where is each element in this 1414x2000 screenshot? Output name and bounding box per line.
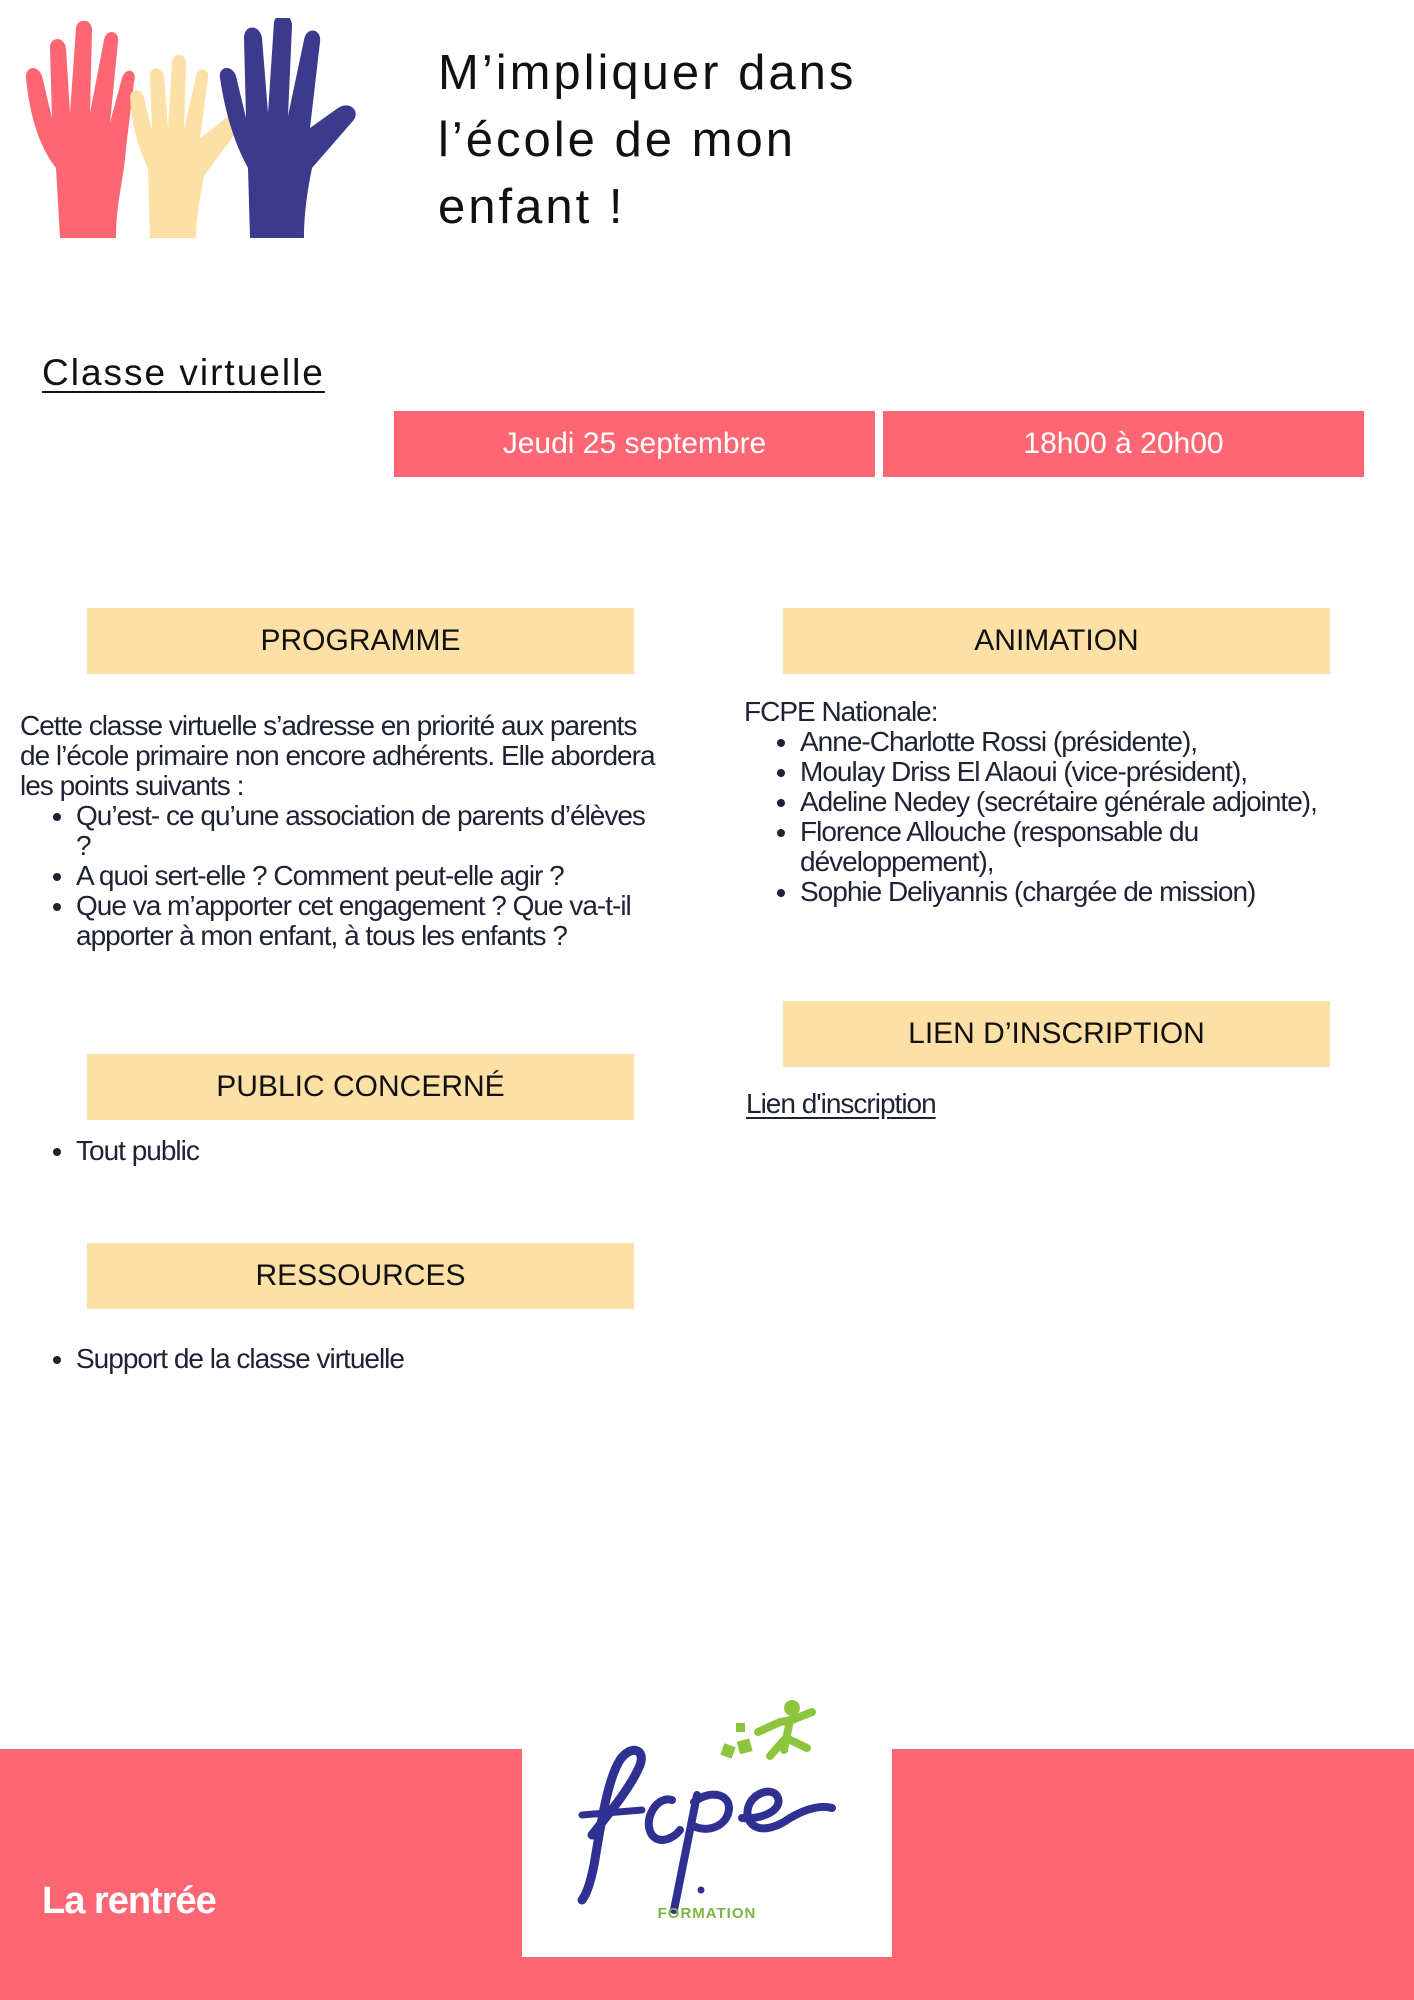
list-item: • Support de la classe virtuelle (76, 1344, 640, 1374)
programme-heading: PROGRAMME (87, 608, 634, 674)
programme-intro: Cette classe virtuelle s’adresse en priorité aux parents de l’école primaire non encore adhérents. Elle abordera les points suivants : (20, 710, 655, 801)
list-item: • Adeline Nedey (secrétaire générale adjointe), (800, 787, 1384, 817)
inscription-link[interactable]: Lien d'inscription (746, 1088, 936, 1119)
hand-right-icon (220, 18, 356, 238)
ressources-section (20, 1344, 640, 1374)
inscription-heading: LIEN D’INSCRIPTION (783, 1001, 1330, 1067)
fcpe-logo (522, 1690, 892, 1957)
list-item: • Tout public (76, 1136, 640, 1166)
animation-intro: FCPE Nationale: (744, 696, 938, 727)
list-item: • Qu’est- ce qu’une association de parents d’élèves ? (76, 801, 660, 861)
public-list (20, 1136, 640, 1166)
logo-caption: FORMATION (657, 1905, 757, 1922)
animation-list (744, 727, 1384, 907)
list-item: • Florence Allouche (responsable du développement), (800, 817, 1384, 877)
list-item: • Moulay Driss El Alaoui (vice-président), (800, 757, 1384, 787)
event-format-label: Classe virtuelle (42, 352, 325, 393)
raised-hands-illustration (20, 18, 360, 243)
programme-section (20, 711, 660, 951)
animation-section (744, 697, 1384, 907)
programme-list (20, 801, 660, 951)
ressources-heading: RESSOURCES (87, 1243, 634, 1309)
list-item: • Sophie Deliyannis (chargée de mission) (800, 877, 1384, 907)
ressources-list (20, 1344, 640, 1374)
footer-label: La rentrée (42, 1880, 216, 1922)
list-item: • A quoi sert-elle ? Comment peut-elle agir ? (76, 861, 660, 891)
animation-heading: ANIMATION (783, 608, 1330, 674)
page-title: M’impliquer dans l’école de mon enfant ! (438, 46, 857, 234)
public-heading: PUBLIC CONCERNÉ (87, 1054, 634, 1120)
event-date-badge: Jeudi 25 septembre (394, 411, 875, 477)
public-section (20, 1136, 640, 1166)
hand-left-icon (26, 21, 135, 238)
event-time-badge: 18h00 à 20h00 (883, 411, 1364, 477)
list-item: • Anne-Charlotte Rossi (présidente), (800, 727, 1384, 757)
list-item: • Que va m’apporter cet engagement ? Que va-t-il apporter à mon enfant, à tous les enfants ? (76, 891, 660, 951)
